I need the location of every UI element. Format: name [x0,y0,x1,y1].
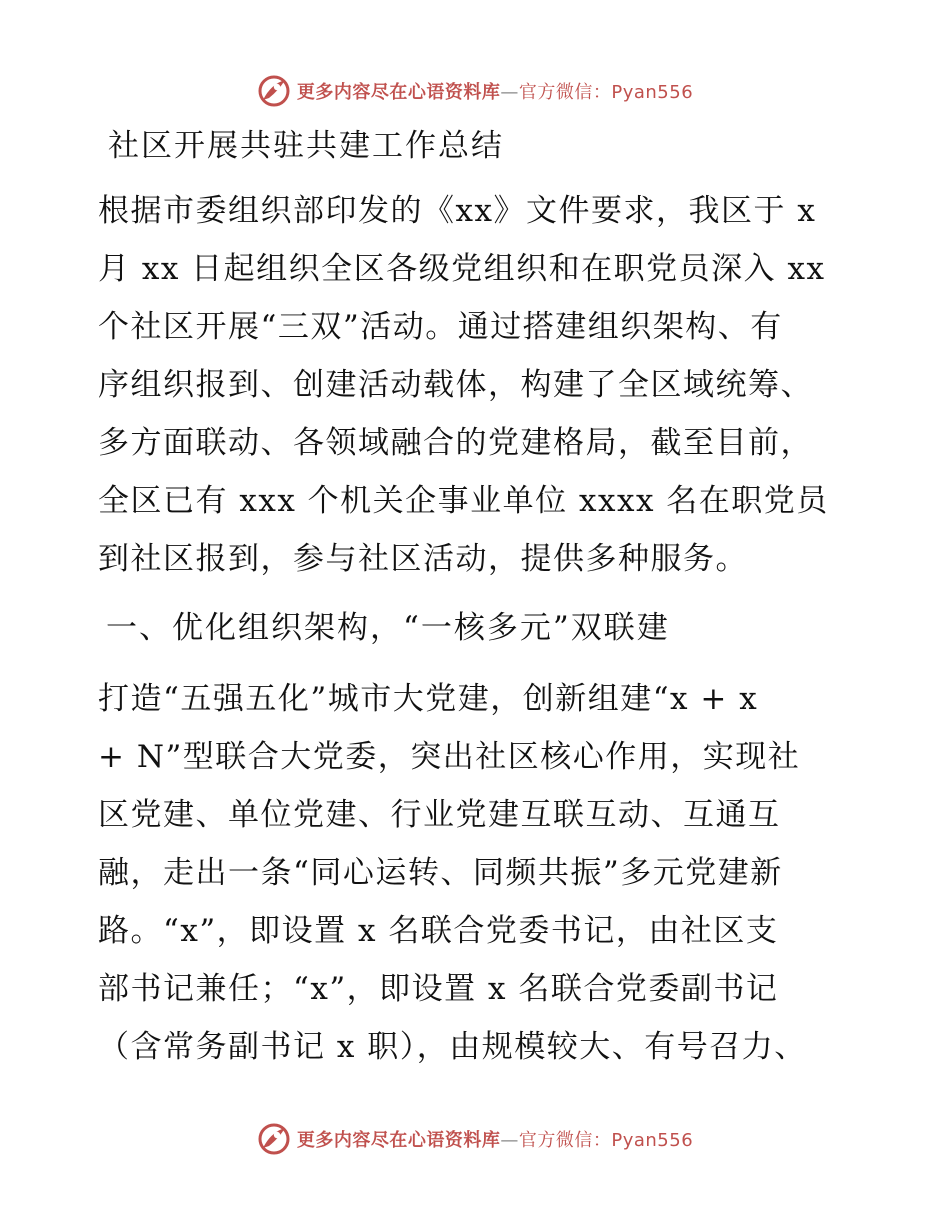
paragraph-line: （含常务副书记 x 职），由规模较大、有号召力、 [98,1029,807,1065]
paragraph-line: 融，走出一条“同心运转、同频共振”多元党建新 [98,855,783,891]
section-heading-1: 一、优化组织架构，“一核多元”双联建 [106,610,670,646]
watermark-text [297,1126,693,1152]
paragraph-line: 路。“x”，即设置 x 名联合党委书记，由社区支 [98,913,779,949]
watermark-separator: — [500,82,519,103]
footer-watermark [0,1119,950,1159]
watermark-main: 更多内容尽在心语资料库 [296,1130,501,1151]
watermark-main: 更多内容尽在心语资料库 [296,82,501,103]
paragraph-line: 个社区开展“三双”活动。通过搭建组织架构、有 [98,309,783,345]
paragraph-line: 全区已有 xxx 个机关企事业单位 xxxx 名在职党员 [98,483,829,519]
paragraph-line: 区党建、单位党建、行业党建互联互动、互通互 [98,797,781,833]
watermark-separator: — [500,1130,519,1151]
paragraph-line: 多方面联动、各领域融合的党建格局，截至目前， [98,425,813,461]
pen-logo-icon [257,74,291,108]
paragraph-line: 打造“五强五化”城市大党建，创新组建“x + x [98,681,759,717]
paragraph-line: 月 xx 日起组织全区各级党组织和在职党员深入 xx [98,251,826,287]
paragraph-line: + N”型联合大党委，突出社区核心作用，实现社 [98,739,801,775]
document-body [98,120,858,1076]
paragraph-line: 序组织报到、创建活动载体，构建了全区域统筹、 [98,367,813,403]
watermark-wechat: 官方微信：Pyan556 [518,1130,694,1151]
watermark-text [297,78,693,104]
paragraph-line: 部书记兼任；“x”，即设置 x 名联合党委副书记 [98,971,779,1007]
header-watermark [0,71,950,111]
pen-logo-icon [257,1122,291,1156]
paragraph-line: 到社区报到，参与社区活动，提供多种服务。 [98,541,748,577]
document-title: 社区开展共驻共建工作总结 [108,128,504,164]
paragraph-line: 根据市委组织部印发的《xx》文件要求，我区于 x [98,193,817,229]
intro-paragraph [98,182,858,588]
watermark-wechat: 官方微信：Pyan556 [518,82,694,103]
section-1-paragraph [98,670,858,1076]
